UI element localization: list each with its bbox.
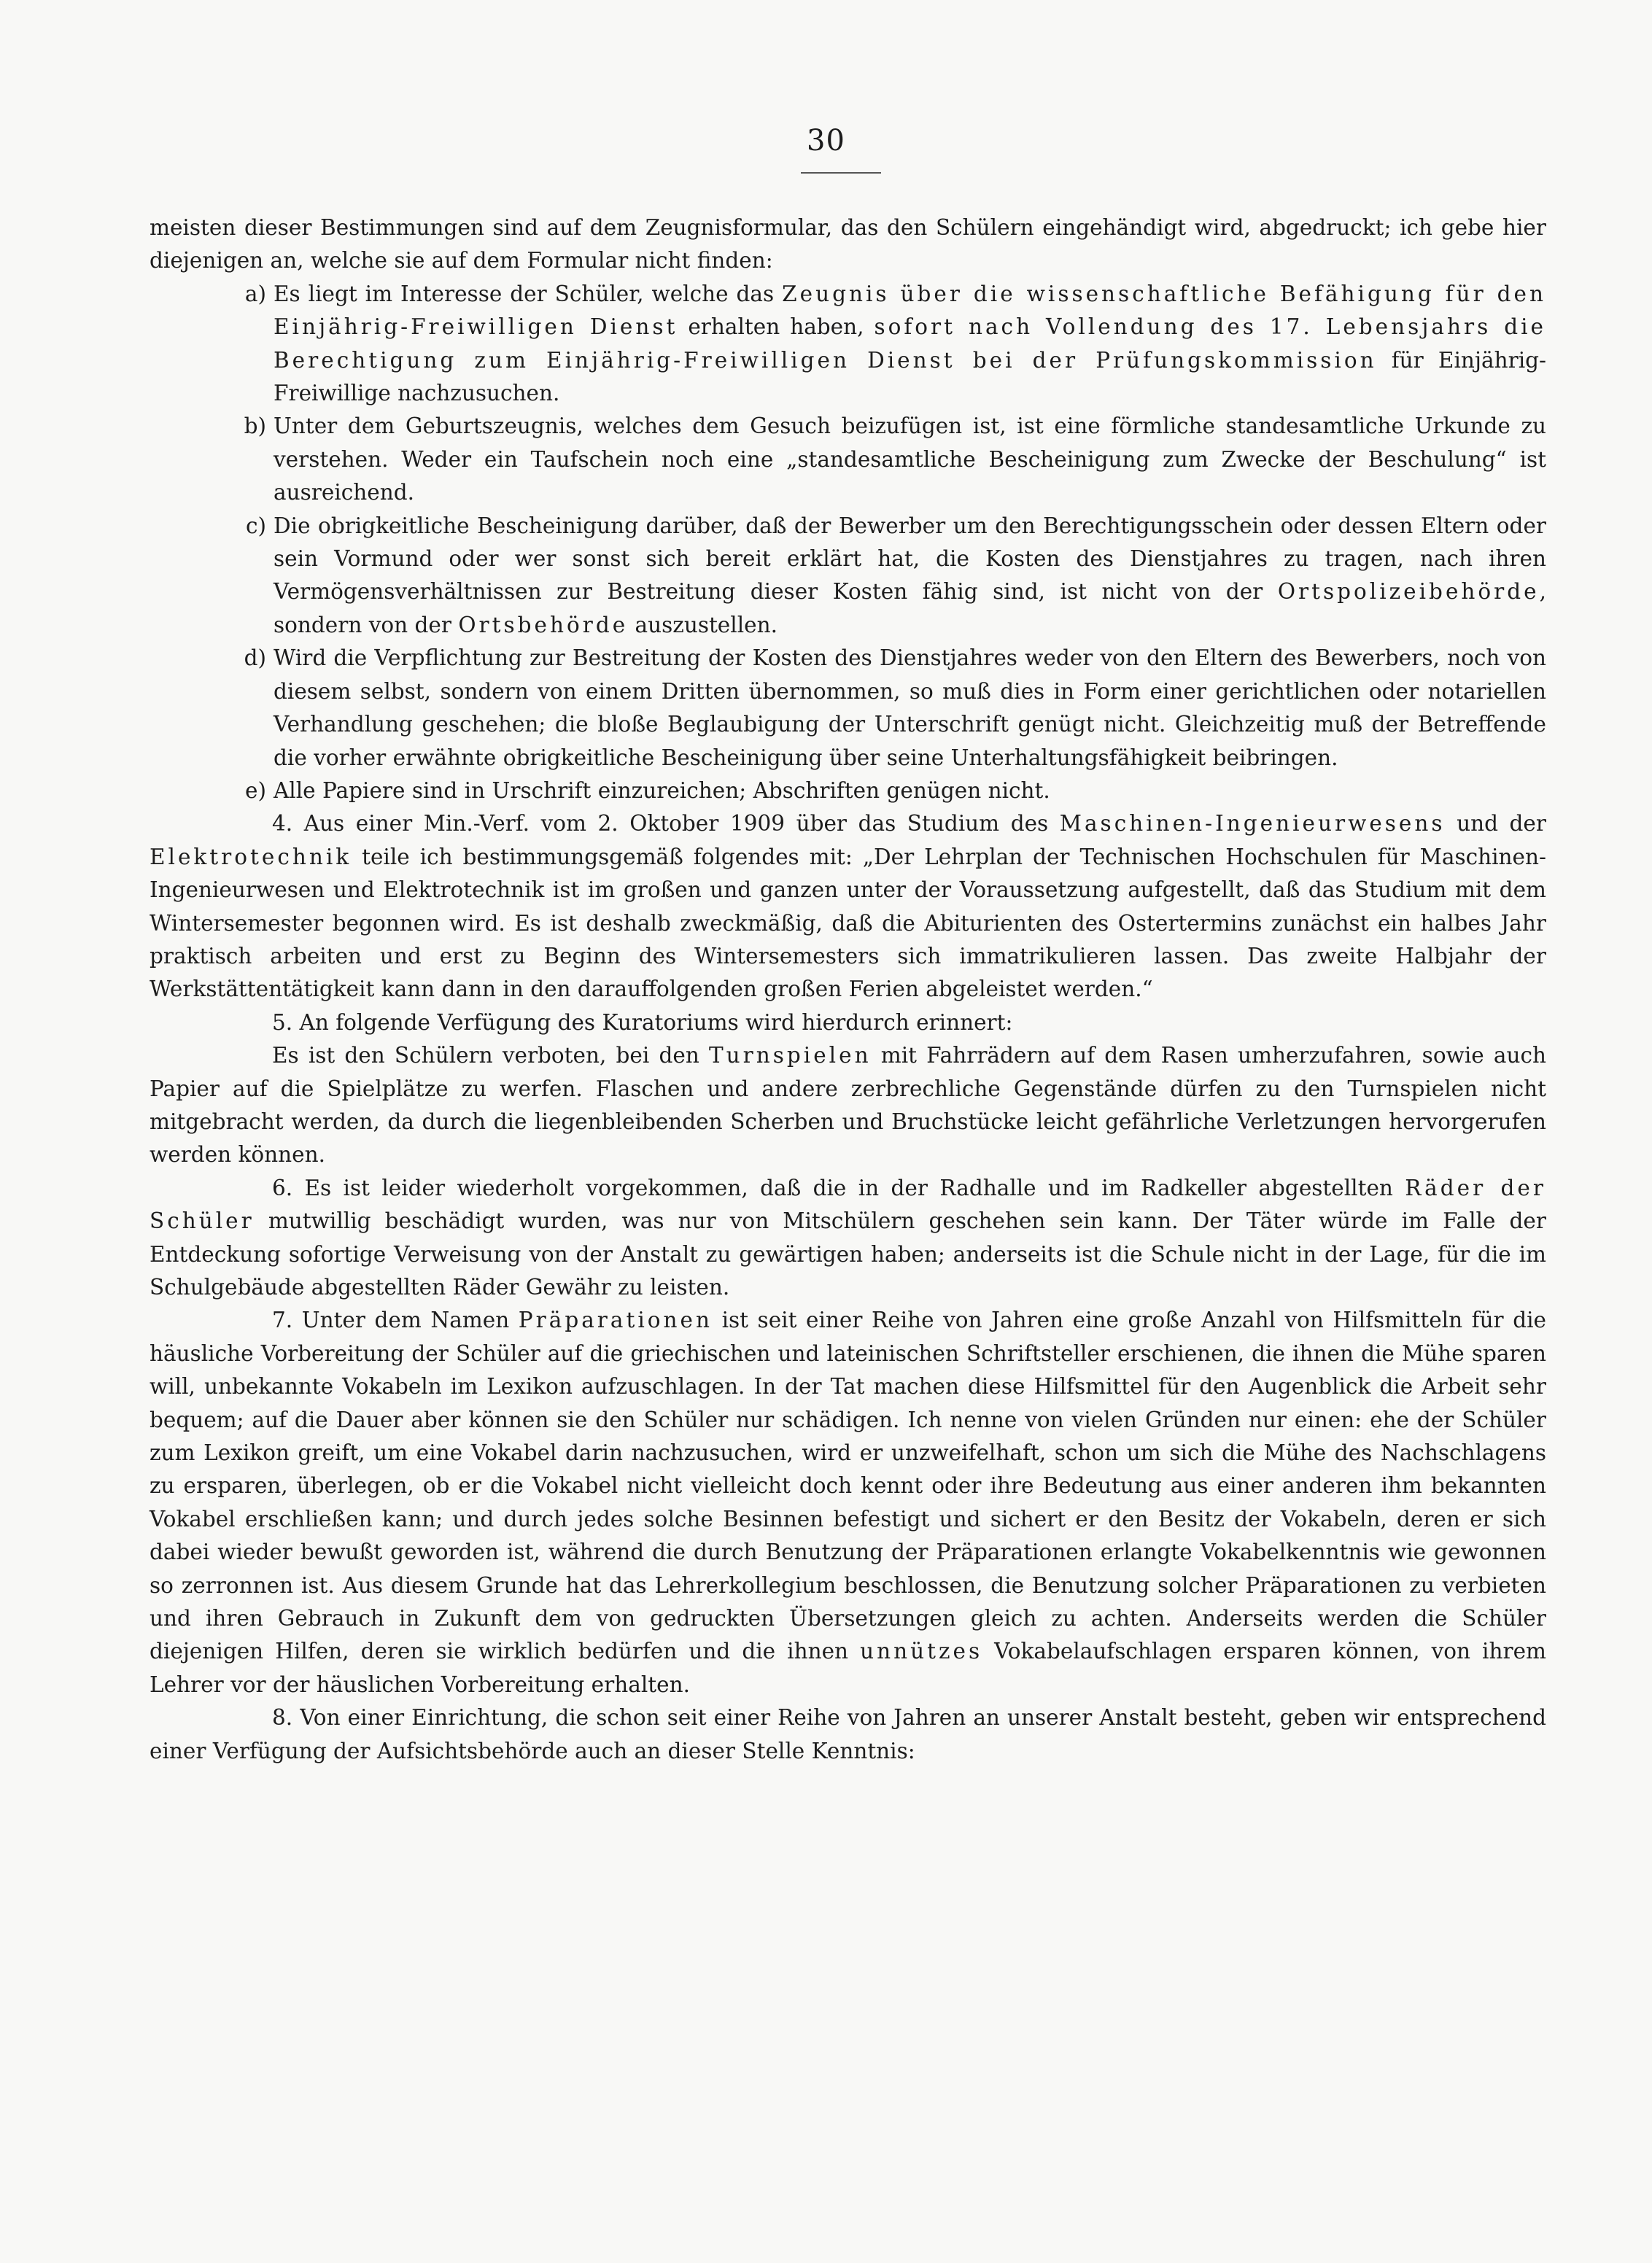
paragraph-8: 8. Von einer Einrichtung, die schon seit einer Reihe von Jahren an unserer Anstalt besteht, geben wir entsprechend einer Verfügung der Aufsichtsbehörde auch an dieser Stelle Kenntnis: [150,1705,1546,1763]
text-run: und der [1445,811,1546,837]
list-text: Unter dem Geburtszeugnis, welches dem Gesuch beizufügen ist, ist eine förmliche standesamtliche Urkunde zu verstehen. Weder ein Taufschein noch eine „standesamtliche Bescheinigung zum Zwecke der Beschulung“ ist ausreichend. [274,414,1546,505]
page-number-rule [801,172,881,174]
paragraph-5-heading: 5. An folgende Verfügung des Kuratoriums wird hierdurch erinnert: [272,1009,1013,1035]
text-run: für Einjährig-Freiwillige nachzusuchen. [274,347,1547,406]
intro-paragraph: meisten dieser Bestimmungen sind auf dem Zeugnisformular, das den Schülern eingehändigt wird, abgedruckt; ich gebe hier diejenigen an, welche sie auf dem Formular nicht finden: [150,215,1546,273]
spaced-text: Räder der Schüler [150,1175,1546,1234]
list-item-c [150,510,1546,643]
list-item-e [150,775,1546,807]
text-run: erhalten haben, [678,314,875,340]
paragraph-7 [150,1304,1546,1701]
list-label: c) [245,513,266,538]
spaced-text: Zeugnis über die wissenschaftliche Befähigung für den Einjährig-Freiwilligen Dienst [274,281,1547,340]
paragraph-6 [150,1172,1546,1305]
text-run: Die obrigkeitliche Bescheinigung darüber, daß der Bewerber um den Berechtigungsschein oder dessen Eltern oder sein Vormund oder wer sonst sich bereit erklärt hat, die Kosten des Dienstjahres zu tragen, nach ihren Vermögensverhältnissen zur Bestreitung dieser Kosten fähig sind, ist nicht von der [274,513,1546,605]
text-run: teile ich bestimmungsgemäß folgendes mit: „Der Lehrplan der Technischen Hochschulen für Maschinen-Ingenieurwesen und Elektrotechnik ist im großen und ganzen unter der Voraussetzung aufgestellt, daß das Studium mit dem Wintersemester begonnen wird. Es ist deshalb zweckmäßig, daß die Abiturienten des Ostertermins zunächst ein halbes Jahr praktisch arbeiten und erst zu Beginn des Wintersemesters sich immatrikulieren lassen. Das zweite Halbjahr der Werkstättentätigkeit kann dann in den darauffolgenden großen Ferien abgeleistet werden.“ [150,844,1546,1002]
list-label: a) [244,281,266,306]
text-run: Es ist den Schülern verboten, bei den [272,1043,709,1068]
spaced-text: sofort nach Vollendung des 17. Lebensjahrs die Berechtigung zum Einjährig-Freiwilligen Dienst bei der Prüfungskommission [274,314,1546,373]
list-text: Alle Papiere sind in Urschrift einzureichen; Abschriften genügen nicht. [274,777,1050,803]
spaced-text: Elektrotechnik [150,844,352,869]
list-item-a [150,278,1546,411]
list-text: Wird die Verpflichtung zur Bestreitung der Kosten des Dienstjahres weder von den Eltern des Bewerbers, noch von diesem selbst, sondern von einem Dritten übernommen, so muß dies in Form einer gerichtlichen oder notariellen Verhandlung geschehen; die bloße Beglaubigung der Unterschrift genügt nicht. Gleichzeitig muß der Betreffende die vorher erwähnte obrigkeitliche Bescheinigung über seine Unterhaltungsfähigkeit beibringen. [274,645,1546,770]
text-run: 4. Aus einer Min.-Verf. vom 2. Oktober 1909 über das Studium des [272,811,1060,837]
list-label: d) [244,645,266,671]
list-text [274,510,1546,643]
spaced-text: Präparationen [518,1308,713,1333]
list-item-b [150,410,1546,509]
text-run: mutwillig beschädigt wurden, was nur von Mitschülern geschehen sein kann. Der Täter würde im Falle der Entdeckung sofortige Verweisung von der Anstalt zu gewärtigen haben; anderseits ist die Schule nicht in der Lage, für die im Schulgebäude abgestellten Räder Gewähr zu leisten. [150,1208,1546,1300]
list-item-d [150,642,1546,775]
text-run: ist seit einer Reihe von Jahren eine große Anzahl von Hilfsmitteln für die häusliche Vorbereitung der Schüler auf die griechischen und lateinischen Schriftsteller erschienen, die ihnen die Mühe sparen will, unbekannte Vokabeln im Lexikon aufzuschlagen. In der Tat machen diese Hilfsmittel für den Augenblick die Arbeit sehr bequem; auf die Dauer aber können sie den Schüler nur schädigen. Ich nenne von vielen Gründen nur einen: ehe der Schüler zum Lexikon greift, um eine Vokabel darin nachzusuchen, wird er unzweifelhaft, schon um sich die Mühe des Nachschlagens zu ersparen, überlegen, ob er die Vokabel nicht vielleicht doch kennt oder ihre Bedeutung aus einer anderen ihm bekannten Vokabel erschließen kann; und durch jedes solche Besinnen befestigt und sichert er den Besitz der Vokabeln, deren er sich dabei wieder bewußt geworden ist, während die durch Benutzung der Präparationen erlangte Vokabelkenntnis wie gewonnen so zerronnen ist. Aus diesem Grunde hat das Lehrerkollegium beschlossen, die Benutzung solcher Präparationen zu verbieten und ihren Gebrauch in Zukunft dem von gedruckten Übersetzungen gleich zu achten. Anderseits werden die Schüler diejenigen Hilfen, deren sie wirklich bedürfen und die ihnen [150,1308,1546,1664]
spaced-text: Ortsbehörde [458,612,629,637]
paragraph-4 [150,807,1546,1006]
text-run: Es liegt im Interesse der Schüler, welche das [274,281,783,306]
spaced-text: Turnspielen [708,1043,872,1068]
list-label: b) [244,414,266,439]
text-run: 6. Es ist leider wiederholt vorgekommen, daß die in der Radhalle und im Radkeller abgestellten [272,1175,1405,1200]
text-run: , sondern von der [274,579,1546,637]
page-number: 30 [807,124,845,158]
spaced-text: unnützes [860,1639,983,1664]
text-run: auszustellen. [628,612,777,637]
spaced-text: Maschinen-Ingenieurwesens [1059,811,1446,837]
list-label: e) [245,777,266,803]
page-content [150,211,1546,1768]
spaced-text: Ortspolizeibehörde [1277,579,1540,605]
text-run: Vokabelaufschlagen ersparen können, von ihrem Lehrer vor der häuslichen Vorbereitung erhalten. [150,1639,1547,1697]
text-run: mit Fahrrädern auf dem Rasen umherzufahren, sowie auch Papier auf die Spielplätze zu werfen. Flaschen und andere zerbrechliche Gegenstände dürfen zu den Turnspielen nicht mitgebracht werden, da durch die liegenbleibenden Scherben und Bruchstücke leicht gefährliche Verletzungen hervorgerufen werden können. [150,1043,1546,1168]
paragraph-5-body [150,1039,1546,1172]
text-run: 7. Unter dem Namen [272,1308,519,1333]
list-text [274,278,1546,411]
